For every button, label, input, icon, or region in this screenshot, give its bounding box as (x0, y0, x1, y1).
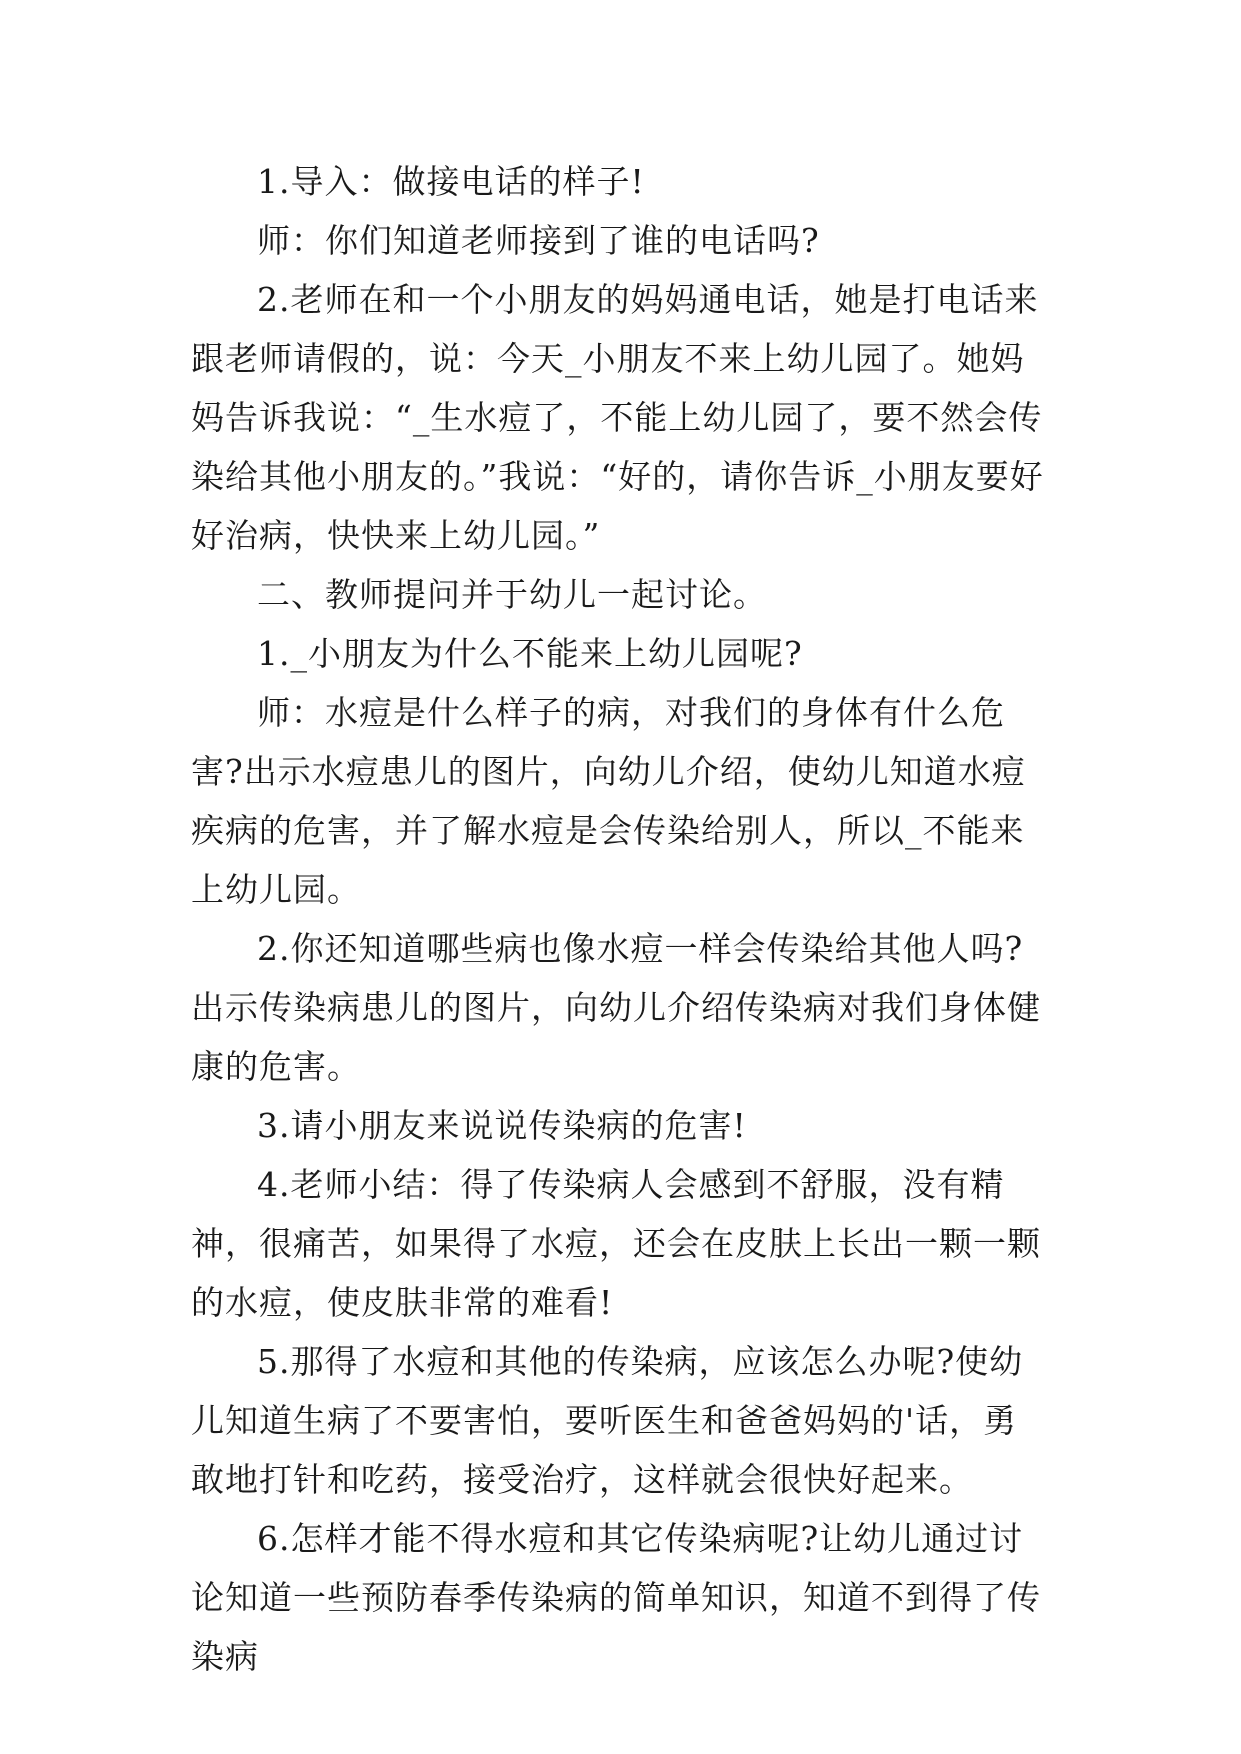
paragraph-teacher-summary: 4.老师小结：得了传染病人会感到不舒服，没有精神，很痛苦，如果得了水痘，还会在皮肤上长出一颗一颗的水痘，使皮肤非常的难看! (191, 1165, 1041, 1322)
paragraph-phone-call: 2.老师在和一个小朋友的妈妈通电话，她是打电话来跟老师请假的，说：今天_小朋友不来上幼儿园了。她妈妈告诉我说：“_生水痘了，不能上幼儿园了，要不然会传染给其他小朋友的。”我说：“好的，请你告诉_小朋友要好好治病，快快来上幼儿园。” (191, 280, 1044, 555)
paragraph-question-1: 1._小朋友为什么不能来上幼儿园呢? (257, 634, 803, 673)
paragraph-other-diseases: 2.你还知道哪些病也像水痘一样会传染给其他人吗?出示传染病患儿的图片，向幼儿介绍传染病对我们身体健康的危害。 (191, 929, 1041, 1086)
document-body (191, 152, 1051, 1686)
section-heading-discussion: 二、教师提问并于幼儿一起讨论。 (257, 575, 767, 614)
paragraph-chickenpox-harm: 师：水痘是什么样子的病，对我们的身体有什么危害?出示水痘患儿的图片，向幼儿介绍，使幼儿知道水痘疾病的危害，并了解水痘是会传染给别人，所以_不能来上幼儿园。 (191, 693, 1026, 909)
paragraph-intro: 1.导入：做接电话的样子! (257, 162, 645, 201)
paragraph-what-to-do: 5.那得了水痘和其他的传染病，应该怎么办呢?使幼儿知道生病了不要害怕，要听医生和爸爸妈妈的'话，勇敢地打针和吃药，接受治疗，这样就会很快好起来。 (191, 1342, 1024, 1499)
paragraph-teacher-question: 师：你们知道老师接到了谁的电话吗? (257, 221, 820, 260)
paragraph-prevention: 6.怎样才能不得水痘和其它传染病呢?让幼儿通过讨论知道一些预防春季传染病的简单知识，知道不到得了传染病 (191, 1519, 1041, 1676)
paragraph-children-discuss: 3.请小朋友来说说传染病的危害! (257, 1106, 747, 1145)
